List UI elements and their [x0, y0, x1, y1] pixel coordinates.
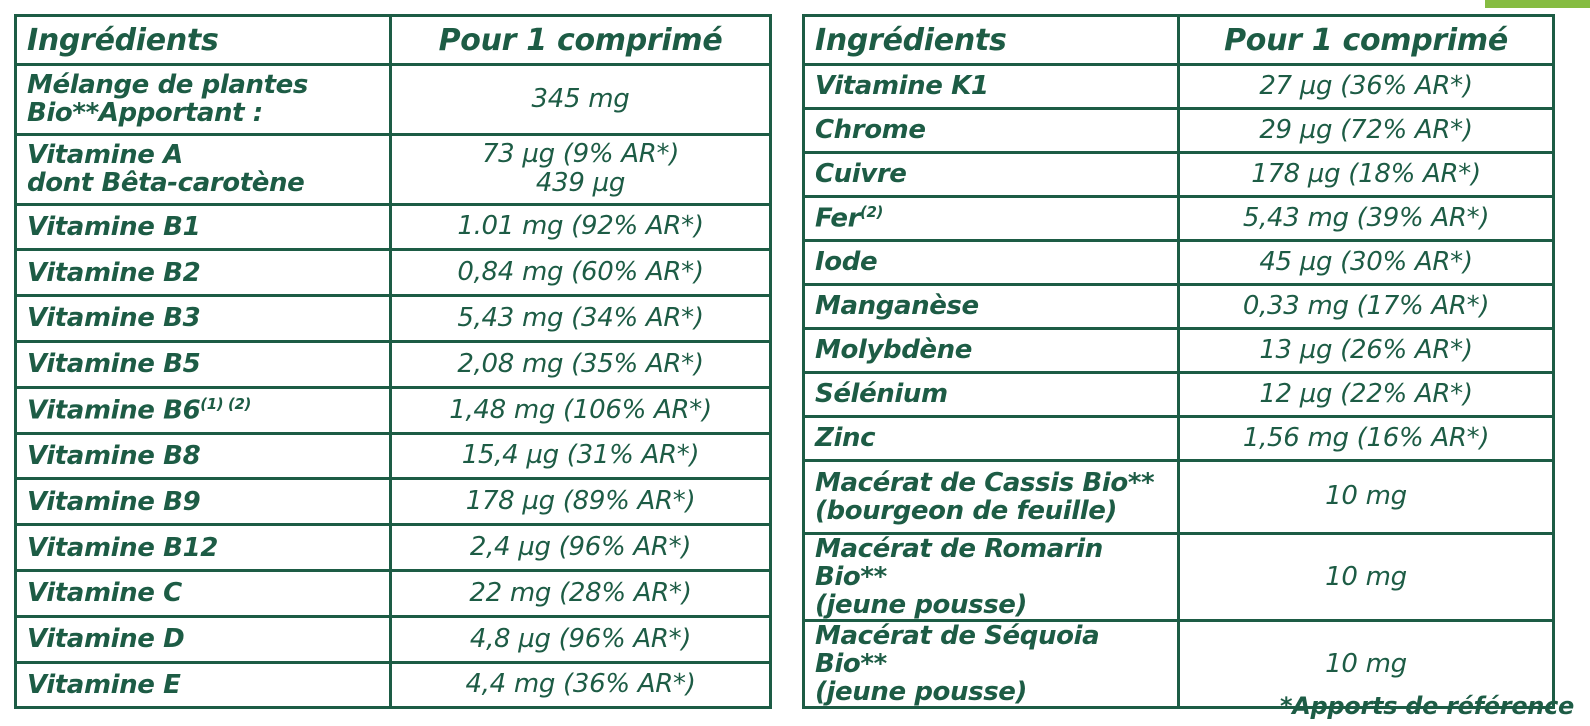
ingredient-value: 2,4 µg (96% AR*)	[391, 525, 771, 571]
ingredient-name: Vitamine B12	[16, 525, 391, 571]
ingredient-name	[804, 461, 1179, 534]
ingredient-value: 0,84 mg (60% AR*)	[391, 250, 771, 296]
ingredient-name	[16, 387, 391, 433]
ingredient-name-line1: Macérat de Romarin Bio**	[815, 534, 1103, 593]
ingredient-name	[16, 134, 391, 204]
ingredient-value: 1,56 mg (16% AR*)	[1179, 417, 1554, 461]
table-row	[804, 329, 1554, 373]
accent-bar	[1485, 0, 1590, 8]
ingredient-name-line2: (jeune pousse)	[815, 677, 1027, 708]
ingredient-value: 1.01 mg (92% AR*)	[391, 204, 771, 250]
footnote-marker: (1) (2)	[200, 394, 251, 413]
ingredient-value: 4,8 µg (96% AR*)	[391, 616, 771, 662]
table-row	[16, 479, 771, 525]
ingredient-name: Vitamine B9	[16, 479, 391, 525]
ingredient-value: 10 mg	[1179, 461, 1554, 534]
ingredient-name: Vitamine B5	[16, 341, 391, 387]
ingredient-value: 22 mg (28% AR*)	[391, 571, 771, 617]
ingredient-value: 10 mg	[1179, 621, 1554, 708]
table-row	[804, 417, 1554, 461]
ingredient-name: Vitamine B2	[16, 250, 391, 296]
ingredient-value: 5,43 mg (34% AR*)	[391, 296, 771, 342]
table-row	[16, 134, 771, 204]
table-row	[16, 250, 771, 296]
ingredient-name: Vitamine E	[16, 662, 391, 708]
table-row	[16, 296, 771, 342]
table-row	[16, 616, 771, 662]
table-row	[16, 525, 771, 571]
footnote-marker: (2)	[860, 203, 883, 222]
ingredient-name-line1: Vitamine A	[27, 140, 183, 171]
ingredient-name	[804, 621, 1179, 708]
ingredient-name: Vitamine D	[16, 616, 391, 662]
ingredient-value: 10 mg	[1179, 534, 1554, 621]
ingredient-value: 12 µg (22% AR*)	[1179, 373, 1554, 417]
ingredient-value: 345 mg	[391, 65, 771, 135]
table-row	[804, 373, 1554, 417]
ingredient-name: Chrome	[804, 109, 1179, 153]
ingredient-name	[804, 197, 1179, 241]
ingredient-value-line1: 73 µg (9% AR*)	[481, 139, 680, 170]
column-header-per-tablet: Pour 1 comprimé	[1179, 16, 1554, 65]
ingredient-name-line1: Macérat de Cassis Bio**	[815, 467, 1155, 498]
ingredient-value-line2: 439 µg	[535, 168, 626, 199]
ingredient-name: Vitamine B3	[16, 296, 391, 342]
ingredients-table-right	[802, 14, 1555, 709]
reference-intake-footnote: *Apports de référence	[1280, 692, 1574, 720]
ingredient-name: Vitamine K1	[804, 65, 1179, 109]
ingredient-name: Molybdène	[804, 329, 1179, 373]
table-row	[804, 534, 1554, 621]
ingredient-value: 2,08 mg (35% AR*)	[391, 341, 771, 387]
ingredient-name-line1: Mélange de plantes	[27, 70, 308, 101]
ingredient-name: Zinc	[804, 417, 1179, 461]
ingredient-value: 178 µg (89% AR*)	[391, 479, 771, 525]
ingredient-name: Vitamine B8	[16, 433, 391, 479]
ingredient-name: Sélénium	[804, 373, 1179, 417]
ingredient-value: 13 µg (26% AR*)	[1179, 329, 1554, 373]
column-header-ingredients: Ingrédients	[804, 16, 1179, 65]
ingredient-value: 29 µg (72% AR*)	[1179, 109, 1554, 153]
ingredient-name-line2: (bourgeon de feuille)	[815, 496, 1117, 526]
ingredient-value: 45 µg (30% AR*)	[1179, 241, 1554, 285]
ingredient-name	[804, 534, 1179, 621]
table-row	[804, 109, 1554, 153]
ingredient-name: Iode	[804, 241, 1179, 285]
table-row	[804, 65, 1554, 109]
ingredient-value: 0,33 mg (17% AR*)	[1179, 285, 1554, 329]
table-row	[16, 204, 771, 250]
table-row	[804, 241, 1554, 285]
ingredient-name: Cuivre	[804, 153, 1179, 197]
table-row	[16, 433, 771, 479]
table-header-row	[804, 16, 1554, 65]
ingredient-value: 5,43 mg (39% AR*)	[1179, 197, 1554, 241]
table-row	[16, 571, 771, 617]
ingredient-name: Vitamine C	[16, 571, 391, 617]
ingredient-name-line2: dont Bêta-carotène	[27, 168, 305, 199]
ingredient-name-line2: Bio**Apportant :	[27, 98, 263, 129]
ingredient-name-line1: Macérat de Séquoia Bio**	[815, 621, 1100, 680]
ingredient-value: 178 µg (18% AR*)	[1179, 153, 1554, 197]
ingredient-name	[16, 65, 391, 135]
ingredient-value: 1,48 mg (106% AR*)	[391, 387, 771, 433]
table-row	[16, 387, 771, 433]
ingredient-value: 4,4 mg (36% AR*)	[391, 662, 771, 708]
ingredient-value	[391, 134, 771, 204]
ingredients-table-left	[14, 14, 772, 709]
table-row	[804, 153, 1554, 197]
table-row	[804, 461, 1554, 534]
column-header-ingredients: Ingrédients	[16, 16, 391, 65]
table-row	[16, 341, 771, 387]
ingredient-name: Manganèse	[804, 285, 1179, 329]
table-row	[16, 662, 771, 708]
ingredient-name-text: Vitamine B6	[27, 395, 201, 426]
table-row	[804, 197, 1554, 241]
column-header-per-tablet: Pour 1 comprimé	[391, 16, 771, 65]
table-row	[804, 285, 1554, 329]
ingredient-name: Vitamine B1	[16, 204, 391, 250]
ingredient-value: 15,4 µg (31% AR*)	[391, 433, 771, 479]
ingredient-name-text: Fer	[815, 203, 860, 234]
table-row	[16, 65, 771, 135]
ingredient-name-line2: (jeune pousse)	[815, 590, 1027, 621]
tables-container	[0, 14, 1590, 709]
ingredient-value: 27 µg (36% AR*)	[1179, 65, 1554, 109]
table-header-row	[16, 16, 771, 65]
